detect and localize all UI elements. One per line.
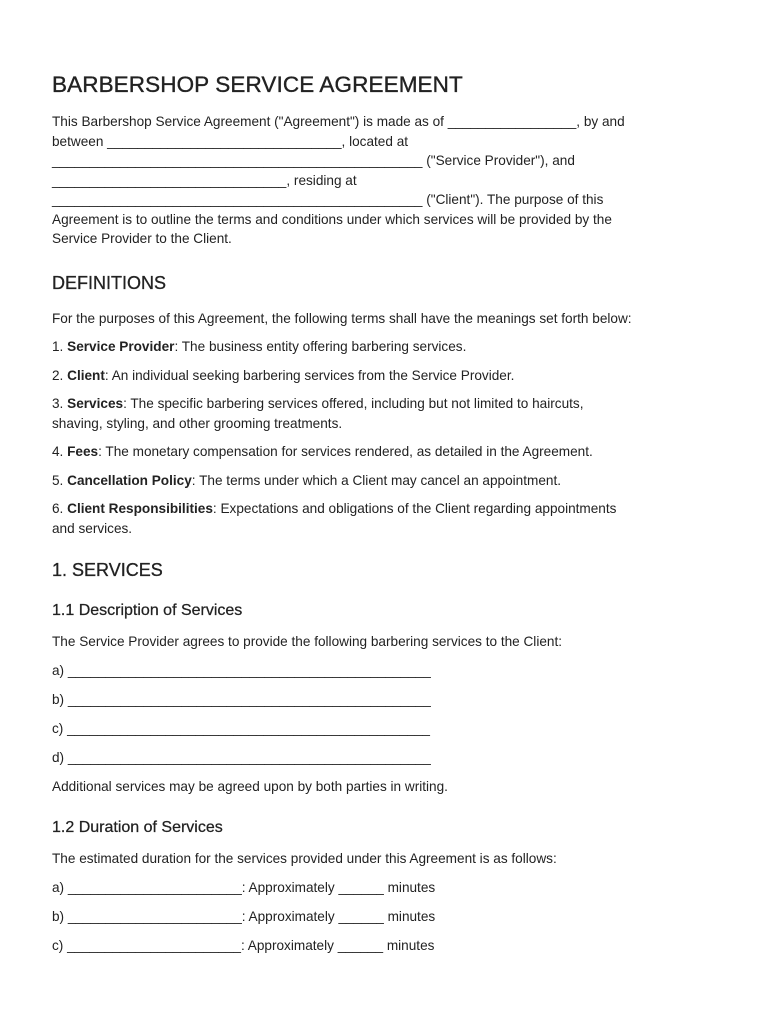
definition-item <box>52 499 718 538</box>
intro-line: between _______________________________, located at <box>52 133 409 149</box>
definition-number: 2. <box>52 367 68 383</box>
definition-term: Client Responsibilities <box>67 501 213 516</box>
description-lead: The Service Provider agrees to provide the following barbering services to the Client: <box>52 634 563 649</box>
definition-text-continued: and services. <box>52 520 133 536</box>
additional-services-note: Additional services may be agreed upon by both parties in writing. <box>52 779 448 795</box>
definition-term: Client <box>67 367 105 383</box>
definition-term: Cancellation Policy <box>67 472 192 488</box>
definition-item <box>52 366 718 386</box>
definition-text-continued: shaving, styling, and other grooming treatments. <box>52 415 343 431</box>
intro-line: _______________________________, residing at <box>52 172 357 188</box>
definition-text: : An individual seeking barbering services from the Service Provider. <box>104 367 515 383</box>
definition-text: : The business entity offering barbering services. <box>174 339 467 354</box>
definition-item <box>52 471 718 491</box>
definition-item <box>52 442 718 462</box>
description-heading: 1.1 Description of Services <box>52 602 243 619</box>
definition-item <box>52 394 718 433</box>
intro-line: Agreement is to outline the terms and conditions under which services will be provided by the <box>52 211 612 227</box>
service-blank-line: c) ________________________________________________ <box>52 721 430 737</box>
definition-text: : The terms under which a Client may cancel an appointment. <box>191 472 562 488</box>
duration-lead: The estimated duration for the services provided under this Agreement is as follows: <box>52 850 557 866</box>
duration-heading: 1.2 Duration of Services <box>52 818 223 836</box>
definition-number: 4. <box>52 444 68 459</box>
services-heading: 1. SERVICES <box>52 560 163 580</box>
intro-line: This Barbershop Service Agreement ("Agreement") is made as of _________________, by and <box>52 114 625 129</box>
definition-text: : Expectations and obligations of the Client regarding appointments <box>212 501 617 516</box>
service-blank-line: b) ________________________________________________ <box>52 692 431 708</box>
definition-text: : The monetary compensation for services rendered, as detailed in the Agreement. <box>98 444 593 459</box>
definitions-lead: For the purposes of this Agreement, the following terms shall have the meanings set forth below: <box>52 310 632 326</box>
duration-blank-line: c) _______________________: Approximately ______ minutes <box>52 938 435 954</box>
intro-line: Service Provider to the Client. <box>52 231 232 246</box>
definition-term: Service Provider <box>67 339 175 354</box>
duration-blank-line: b) _______________________: Approximately ______ minutes <box>52 909 436 925</box>
definitions-heading: DEFINITIONS <box>52 272 167 293</box>
definition-term: Services <box>67 396 124 411</box>
definition-term: Fees <box>67 444 99 459</box>
intro-line: _________________________________________________ ("Service Provider"), and <box>52 153 575 168</box>
intro-paragraph <box>52 112 718 249</box>
service-blank-line: d) ________________________________________________ <box>52 750 431 766</box>
definition-number: 5. <box>52 472 68 488</box>
duration-blank-line: a) _______________________: Approximately ______ minutes <box>52 880 436 896</box>
intro-line: _________________________________________________ ("Client"). The purpose of this <box>52 192 604 207</box>
definition-number: 3. <box>52 396 68 411</box>
definition-number: 1. <box>52 339 68 354</box>
document-title: BARBERSHOP SERVICE AGREEMENT <box>52 72 463 97</box>
service-blank-line: a) ________________________________________________ <box>52 663 431 679</box>
definition-text: : The specific barbering services offered, including but not limited to haircuts, <box>123 396 584 411</box>
definition-item <box>52 337 718 357</box>
definition-number: 6. <box>52 501 68 516</box>
